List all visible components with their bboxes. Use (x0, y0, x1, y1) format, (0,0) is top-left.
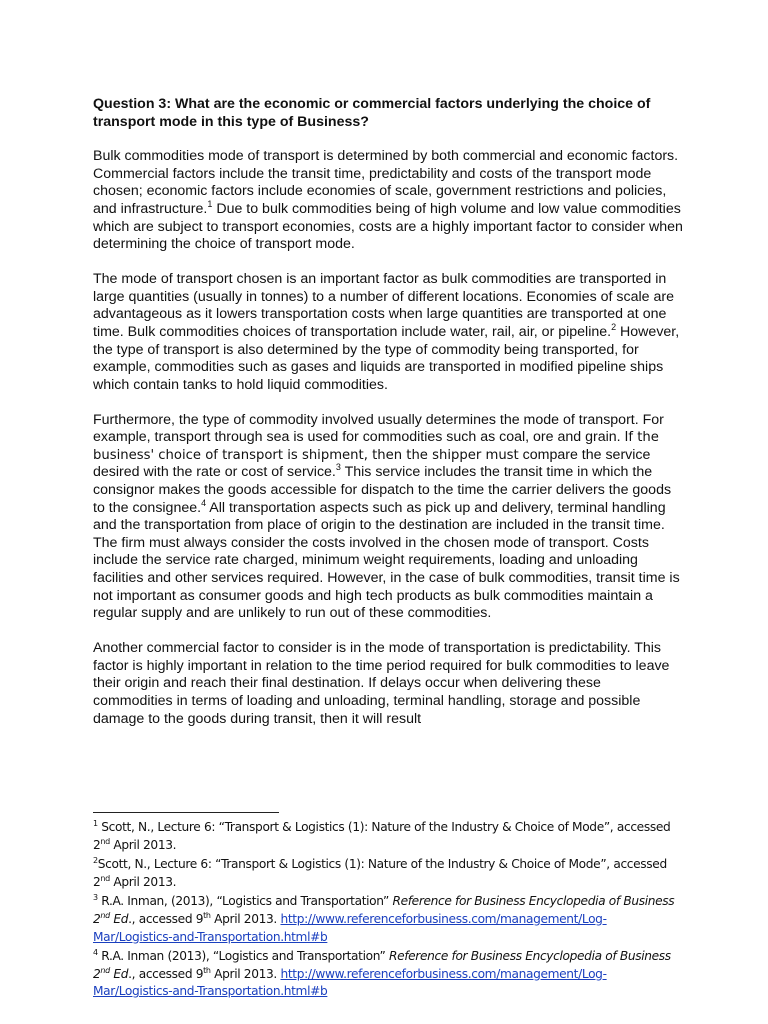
footnote-text: Scott, N., Lecture 6: “Transport & Logistics (1): Nature of the Industry & Choice of Mode”, accessed 2 (93, 820, 671, 852)
footnote-source-title: Reference for Business Encyclopedia of Business 2nd Ed (93, 949, 671, 981)
footnote-ordinal: nd (100, 836, 110, 846)
paragraph-1 (93, 148, 683, 254)
footnote-accessed: ., accessed 9 (128, 966, 204, 981)
footnote-4 (93, 948, 683, 1001)
footnote-text: Scott, N., Lecture 6: “Transport & Logistics (1): Nature of the Industry & Choice of Mode”, accessed 2 (93, 857, 667, 889)
paragraph-3-text-a: Furthermore, the type of commodity involved usually determines the mode of transport. For example, transport through sea is used for commodities such as coal, ore and grain. (93, 411, 664, 446)
footnotes (93, 819, 683, 1003)
paragraph-1-text-b: Due to bulk commodities being of high volume and low value commodities which are subject to transport economies, costs are a highly important factor to consider when determining the choice of transport mode. (93, 200, 683, 253)
paragraph-2-text-b: However, the type of transport is also determined by the type of commodity being transported, for example, commodities such as gases and liquids are transported in modified pipeline ships which contain tanks to hold liquid commodities. (93, 323, 680, 393)
paragraph-1-text-a: Bulk commodities mode of transport is determined by both commercial and economic factors. Commercial factors include the transit time, predictability and costs of the transport mode chosen; economic factors include economies of scale, government restrictions and policies, and infrastructure. (93, 148, 679, 217)
paragraph-2-text-a: The mode of transport chosen is an important factor as bulk commodities are transported in large quantities (usually in tonnes) to a number of different locations. Economies of scale are advantageous as it lowers transportation costs when large quantities are transported at one time. Bulk commodities choices of transportation include water, rail, air, or pipeline. (93, 271, 674, 340)
footnote-text: R.A. Inman (2013), “Logistics and Transportation” (97, 949, 389, 964)
paragraph-3-shipment-sentence: If the business' choice of transport is shipment, then the shipper must (93, 430, 659, 463)
footnote-ref-1: 1 (207, 198, 213, 209)
footnote-ordinal: th (203, 910, 211, 920)
footnote-number: 3 (93, 893, 98, 903)
footnote-text: R.A. Inman, (2013), “Logistics and Transportation” (97, 894, 393, 909)
footnote-date: April 2013. (109, 837, 177, 852)
footnote-ref-2: 2 (611, 321, 617, 332)
paragraph-3-text-c: This service includes the transit time in which the consignor makes the goods accessible for dispatch to the time the carrier delivers the goods to the consignee. (93, 464, 672, 516)
footnote-separator (93, 812, 279, 813)
footnote-ordinal: nd (100, 873, 110, 883)
footnote-link[interactable]: http://www.referenceforbusiness.com/management/Log-Mar/Logistics-and-Transportation.html#b (93, 966, 607, 999)
paragraph-2 (93, 271, 683, 394)
paragraph-4: Another commercial factor to consider is in the mode of transportation is predictability. This factor is highly important in relation to the time period required for bulk commodities to leave their origin and reach their final destination. If delays occur when delivering these commodities in terms of loading and unloading, terminal handling, storage and possible damage to the goods during transit, then it will result (93, 640, 670, 727)
document-body (93, 96, 683, 746)
footnote-ref-4: 4 (201, 497, 207, 508)
footnote-number: 1 (93, 819, 98, 828)
paragraph-3 (93, 412, 683, 623)
footnote-number: 4 (93, 948, 98, 958)
footnote-date: April 2013. (210, 966, 281, 981)
footnote-accessed: ., accessed 9 (128, 911, 204, 926)
footnote-number: 2 (93, 856, 98, 866)
question-heading: Question 3: What are the economic or commercial factors underlying the choice of transport mode in this type of Business? (93, 96, 651, 130)
footnote-link[interactable]: http://www.referenceforbusiness.com/management/Log-Mar/Logistics-and-Transportation.html#b (93, 911, 607, 944)
footnote-ordinal: th (203, 965, 211, 975)
footnote-ref-3: 3 (335, 462, 341, 473)
paragraph-3-text-d: All transportation aspects such as pick up and delivery, terminal handling and the transportation from place of origin to the destination are included in the transit time. The firm must always consider the costs involved in the chosen mode of transport. Costs include the service rate charged, minimum weight requirements, loading and unloading facilities and other services required. However, in the case of bulk commodities, transit time is not important as consumer goods and high tech products as bulk commodities maintain a regular supply and are unlikely to run out of these commodities. (93, 499, 680, 622)
footnote-source-title: Reference for Business Encyclopedia of Business 2nd Ed (93, 894, 675, 926)
footnote-date: April 2013. (109, 874, 177, 889)
footnote-2 (93, 856, 683, 891)
paragraph-3-text-b: compare the service desired with the rate or cost of service. (93, 446, 651, 481)
footnote-date: April 2013. (210, 911, 281, 926)
footnote-3 (93, 893, 683, 946)
footnote-1 (93, 819, 683, 854)
